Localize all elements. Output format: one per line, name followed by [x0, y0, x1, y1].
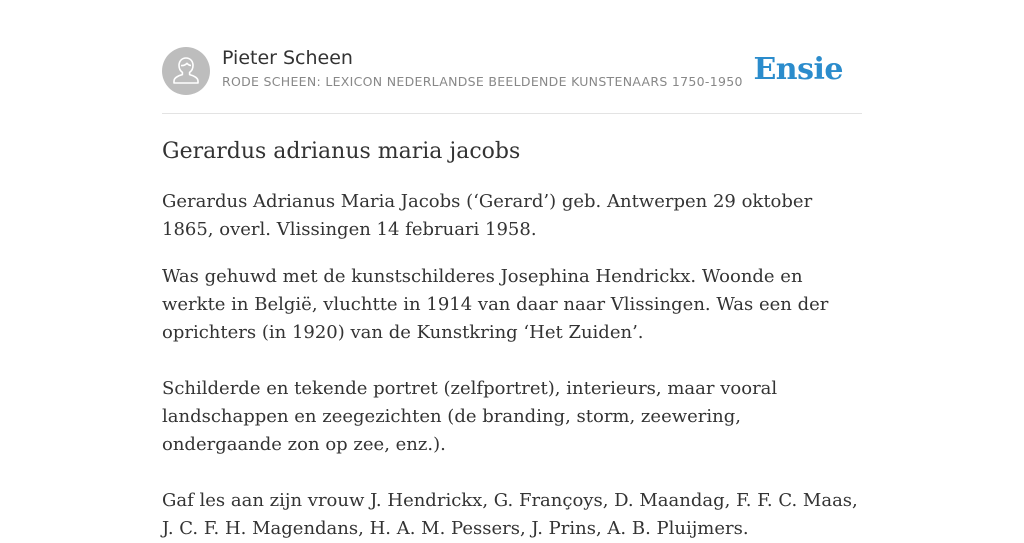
- paragraph-birth-death: Gerardus Adrianus Maria Jacobs (‘Gerard’) geb. Antwerpen 29 oktober 1865, overl. Vlissingen 14 februari 1958.: [162, 191, 813, 240]
- author-avatar[interactable]: [162, 47, 210, 95]
- paragraph-students: Gaf les aan zijn vrouw J. Hendrickx, G. Françoys, D. Maandag, F. F. C. Maas, J. C. F. H. Magendans, H. A. M. Pessers, J. Prins, A. B. Pluijmers.: [162, 490, 858, 539]
- article-title: Gerardus adrianus maria jacobs: [162, 139, 521, 164]
- paragraph-spacer: [162, 459, 864, 487]
- article-body: [162, 137, 864, 543]
- author-name[interactable]: Pieter Scheen: [222, 47, 353, 69]
- paragraph-subjects: Schilderde en tekende portret (zelfportret), interieurs, maar vooral landschappen en zeegezichten (de branding, storm, zeewering, ondergaande zon op zee, enz.).: [162, 378, 778, 455]
- paragraph-spacer: [162, 347, 864, 375]
- user-silhouette-icon: [162, 47, 210, 95]
- brand-logo[interactable]: Ensie: [753, 52, 843, 87]
- paragraph-biography: Was gehuwd met de kunstschilderes Josephina Hendrickx. Woonde en werkte in België, vluchtte in 1914 van daar naar Vlissingen. Was een der oprichters (in 1920) van de Kunstkring ‘Het Zuiden’.: [162, 266, 829, 343]
- header-divider: [162, 113, 862, 114]
- source-title[interactable]: RODE SCHEEN: LEXICON NEDERLANDSE BEELDENDE KUNSTENAARS 1750-1950: [222, 74, 743, 89]
- article-header: [162, 46, 862, 96]
